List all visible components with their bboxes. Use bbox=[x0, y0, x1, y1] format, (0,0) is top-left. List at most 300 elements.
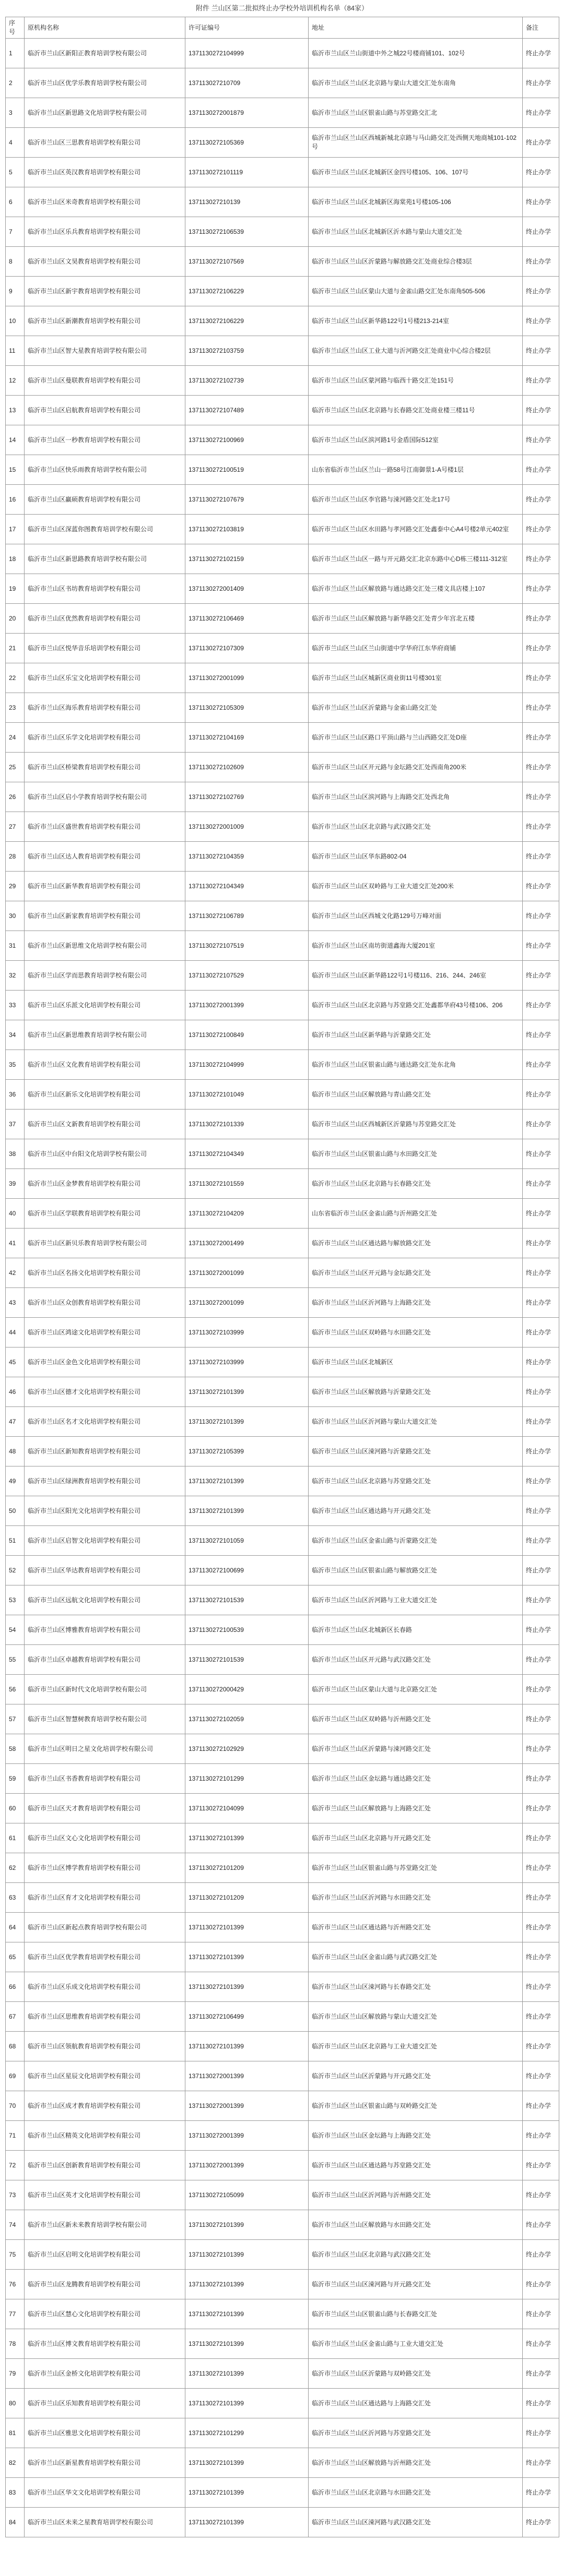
cell-address: 临沂市兰山区兰山区金雀山路与武汉路交汇处 bbox=[309, 1942, 523, 1972]
table-row bbox=[6, 1229, 559, 1258]
cell-address: 临沂市兰山区兰山区涑河路与开元路交汇处 bbox=[309, 2270, 523, 2299]
table-row bbox=[6, 2210, 559, 2240]
cell-note: 终止办学 bbox=[523, 2329, 559, 2359]
cell-name: 临沂市兰山区博雅教育培训学校有限公司 bbox=[25, 1615, 185, 1645]
cell-note: 终止办学 bbox=[523, 1496, 559, 1526]
cell-note: 终止办学 bbox=[523, 2240, 559, 2270]
cell-no: 13 bbox=[6, 396, 25, 425]
cell-permit: 1371130272101399 bbox=[185, 1377, 309, 1407]
cell-name: 临沂市兰山区达人教育培训学校有限公司 bbox=[25, 842, 185, 872]
table-row bbox=[6, 247, 559, 277]
cell-note: 终止办学 bbox=[523, 574, 559, 604]
table-row bbox=[6, 1199, 559, 1229]
cell-note: 终止办学 bbox=[523, 1675, 559, 1704]
cell-note: 终止办学 bbox=[523, 1645, 559, 1675]
cell-address: 临沂市兰山区兰山区沂河路与苏堂路交汇处 bbox=[309, 2418, 523, 2448]
table-row bbox=[6, 1913, 559, 1942]
cell-name: 临沂市兰山区乐学文化培训学校有限公司 bbox=[25, 723, 185, 753]
cell-note: 终止办学 bbox=[523, 1318, 559, 1347]
cell-address: 临沂市兰山区兰山区新华路与沂蒙路交汇处 bbox=[309, 1020, 523, 1050]
cell-no: 53 bbox=[6, 1585, 25, 1615]
cell-permit: 1371130272105099 bbox=[185, 2180, 309, 2210]
cell-note: 终止办学 bbox=[523, 1347, 559, 1377]
table-row bbox=[6, 425, 559, 455]
cell-permit: 1371130272107679 bbox=[185, 485, 309, 515]
cell-permit: 1371130272101399 bbox=[185, 2240, 309, 2270]
cell-note: 终止办学 bbox=[523, 396, 559, 425]
cell-note: 终止办学 bbox=[523, 98, 559, 128]
cell-no: 44 bbox=[6, 1318, 25, 1347]
cell-address: 临沂市兰山区兰山区南坊街道鑫海大厦201室 bbox=[309, 931, 523, 961]
cell-note: 终止办学 bbox=[523, 217, 559, 247]
cell-name: 临沂市兰山区慧心文化培训学校有限公司 bbox=[25, 2299, 185, 2329]
table-row bbox=[6, 1734, 559, 1764]
cell-name: 临沂市兰山区星辰文化培训学校有限公司 bbox=[25, 2061, 185, 2091]
cell-note: 终止办学 bbox=[523, 872, 559, 901]
cell-note: 终止办学 bbox=[523, 901, 559, 931]
cell-name: 临沂市兰山区乐兵教育培训学校有限公司 bbox=[25, 217, 185, 247]
cell-no: 26 bbox=[6, 782, 25, 812]
cell-no: 21 bbox=[6, 634, 25, 663]
cell-name: 临沂市兰山区新宇教育培训学校有限公司 bbox=[25, 277, 185, 306]
cell-note: 终止办学 bbox=[523, 544, 559, 574]
cell-address: 临沂市兰山区兰山区涑河路与武汉路交汇处 bbox=[309, 2508, 523, 2537]
cell-permit: 1371130272103759 bbox=[185, 336, 309, 366]
table-row bbox=[6, 574, 559, 604]
cell-address: 临沂市兰山区兰山区金坛路与上海路交汇处 bbox=[309, 2121, 523, 2151]
cell-name: 临沂市兰山区创新教育培训学校有限公司 bbox=[25, 2151, 185, 2180]
cell-no: 84 bbox=[6, 2508, 25, 2537]
cell-name: 临沂市兰山区明日之星文化培训学校有限公司 bbox=[25, 1734, 185, 1764]
cell-name: 临沂市兰山区新家教育培训学校有限公司 bbox=[25, 901, 185, 931]
cell-no: 65 bbox=[6, 1942, 25, 1972]
cell-name: 临沂市兰山区文心文化培训学校有限公司 bbox=[25, 1823, 185, 1853]
table-row bbox=[6, 2180, 559, 2210]
cell-permit: 1371130272100539 bbox=[185, 1615, 309, 1645]
cell-no: 6 bbox=[6, 187, 25, 217]
table-row bbox=[6, 1883, 559, 1913]
cell-permit: 1371130272101399 bbox=[185, 2210, 309, 2240]
cell-no: 40 bbox=[6, 1199, 25, 1229]
cell-note: 终止办学 bbox=[523, 961, 559, 991]
cell-no: 51 bbox=[6, 1526, 25, 1556]
cell-address: 临沂市兰山区兰山区金坛路与通达路交汇处 bbox=[309, 1764, 523, 1794]
cell-name: 临沂市兰山区博文教育培训学校有限公司 bbox=[25, 2329, 185, 2359]
cell-no: 57 bbox=[6, 1704, 25, 1734]
cell-permit: 1371130272101399 bbox=[185, 2508, 309, 2537]
cell-name: 临沂市兰山区名才文化培训学校有限公司 bbox=[25, 1407, 185, 1437]
cell-note: 终止办学 bbox=[523, 753, 559, 782]
cell-note: 终止办学 bbox=[523, 1615, 559, 1645]
cell-name: 临沂市兰山区阳光文化培训学校有限公司 bbox=[25, 1496, 185, 1526]
cell-name: 临沂市兰山区龙腾教育培训学校有限公司 bbox=[25, 2270, 185, 2299]
cell-name: 临沂市兰山区新思维教育培训学校有限公司 bbox=[25, 1020, 185, 1050]
cell-note: 终止办学 bbox=[523, 2180, 559, 2210]
cell-no: 19 bbox=[6, 574, 25, 604]
cell-permit: 1371130272101209 bbox=[185, 1853, 309, 1883]
cell-note: 终止办学 bbox=[523, 1794, 559, 1823]
table-row bbox=[6, 336, 559, 366]
cell-name: 临沂市兰山区德才文化培训学校有限公司 bbox=[25, 1377, 185, 1407]
cell-permit: 1371130272104099 bbox=[185, 1794, 309, 1823]
cell-note: 终止办学 bbox=[523, 1585, 559, 1615]
table-row bbox=[6, 1377, 559, 1407]
table-row bbox=[6, 931, 559, 961]
cell-no: 18 bbox=[6, 544, 25, 574]
cell-permit: 1371130272104999 bbox=[185, 1050, 309, 1080]
cell-no: 20 bbox=[6, 604, 25, 634]
cell-note: 终止办学 bbox=[523, 1377, 559, 1407]
cell-name: 临沂市兰山区新起点教育培训学校有限公司 bbox=[25, 1913, 185, 1942]
table-row bbox=[6, 396, 559, 425]
cell-name: 临沂市兰山区盛世教育培训学校有限公司 bbox=[25, 812, 185, 842]
cell-permit: 1371130272107519 bbox=[185, 931, 309, 961]
cell-permit: 1371130272001499 bbox=[185, 1229, 309, 1258]
cell-note: 终止办学 bbox=[523, 1020, 559, 1050]
cell-no: 14 bbox=[6, 425, 25, 455]
cell-no: 45 bbox=[6, 1347, 25, 1377]
cell-no: 71 bbox=[6, 2121, 25, 2151]
cell-address: 临沂市兰山区兰山区银雀山路与解放路交汇处 bbox=[309, 1556, 523, 1585]
cell-permit: 1371130272101399 bbox=[185, 2270, 309, 2299]
cell-note: 终止办学 bbox=[523, 277, 559, 306]
cell-no: 78 bbox=[6, 2329, 25, 2359]
cell-note: 终止办学 bbox=[523, 634, 559, 663]
cell-name: 临沂市兰山区金梦教育培训学校有限公司 bbox=[25, 1169, 185, 1199]
cell-note: 终止办学 bbox=[523, 1437, 559, 1466]
cell-no: 37 bbox=[6, 1110, 25, 1139]
cell-no: 47 bbox=[6, 1407, 25, 1437]
cell-permit: 1371130272001399 bbox=[185, 2061, 309, 2091]
cell-permit: 1371130272107529 bbox=[185, 961, 309, 991]
cell-note: 终止办学 bbox=[523, 2359, 559, 2389]
cell-no: 56 bbox=[6, 1675, 25, 1704]
cell-note: 终止办学 bbox=[523, 1853, 559, 1883]
cell-address: 临沂市兰山区兰山区沂河路与水田路交汇处 bbox=[309, 1883, 523, 1913]
cell-note: 终止办学 bbox=[523, 1110, 559, 1139]
cell-no: 30 bbox=[6, 901, 25, 931]
cell-no: 83 bbox=[6, 2478, 25, 2508]
cell-permit: 1371130272105309 bbox=[185, 693, 309, 723]
table-row bbox=[6, 158, 559, 187]
cell-address: 临沂市兰山区兰山区北京路与蒙山大道交汇处东南角 bbox=[309, 68, 523, 98]
cell-no: 46 bbox=[6, 1377, 25, 1407]
cell-note: 终止办学 bbox=[523, 515, 559, 544]
cell-address: 临沂市兰山区兰山区双岭路与沂州路交汇处 bbox=[309, 1704, 523, 1734]
cell-note: 终止办学 bbox=[523, 1258, 559, 1288]
cell-no: 28 bbox=[6, 842, 25, 872]
cell-no: 55 bbox=[6, 1645, 25, 1675]
cell-name: 临沂市兰山区优学乐教育培训学校有限公司 bbox=[25, 68, 185, 98]
cell-name: 临沂市兰山区深蓝你图教育培训学校有限公司 bbox=[25, 515, 185, 544]
cell-name: 临沂市兰山区文昊教育培训学校有限公司 bbox=[25, 247, 185, 277]
cell-name: 临沂市兰山区天才教育培训学校有限公司 bbox=[25, 1794, 185, 1823]
cell-no: 66 bbox=[6, 1972, 25, 2002]
table-row bbox=[6, 277, 559, 306]
cell-permit: 1371130272101399 bbox=[185, 2389, 309, 2418]
table-row bbox=[6, 634, 559, 663]
table-row bbox=[6, 1407, 559, 1437]
cell-permit: 1371130272104999 bbox=[185, 39, 309, 68]
cell-permit: 1371130272100519 bbox=[185, 455, 309, 485]
cell-note: 终止办学 bbox=[523, 931, 559, 961]
cell-address: 临沂市兰山区兰山区北京路与苏堂路交汇处 bbox=[309, 1466, 523, 1496]
cell-name: 临沂市兰山区华达教育培训学校有限公司 bbox=[25, 1556, 185, 1585]
cell-permit: 1371130272104349 bbox=[185, 1139, 309, 1169]
cell-address: 临沂市兰山区兰山区沂河路与蒙山大道交汇处 bbox=[309, 1407, 523, 1437]
cell-no: 35 bbox=[6, 1050, 25, 1080]
cell-permit: 1371130272107569 bbox=[185, 247, 309, 277]
cell-name: 临沂市兰山区新贝乐教育培训学校有限公司 bbox=[25, 1229, 185, 1258]
cell-address: 临沂市兰山区兰山区通达路与沂州路交汇处 bbox=[309, 1913, 523, 1942]
cell-no: 82 bbox=[6, 2448, 25, 2478]
cell-name: 临沂市兰山区新潮教育培训学校有限公司 bbox=[25, 306, 185, 336]
cell-no: 7 bbox=[6, 217, 25, 247]
table-row bbox=[6, 2329, 559, 2359]
cell-no: 64 bbox=[6, 1913, 25, 1942]
cell-name: 临沂市兰山区名扬文化培训学校有限公司 bbox=[25, 1258, 185, 1288]
cell-name: 临沂市兰山区新知教育培训学校有限公司 bbox=[25, 1437, 185, 1466]
cell-no: 36 bbox=[6, 1080, 25, 1110]
cell-note: 终止办学 bbox=[523, 693, 559, 723]
cell-note: 终止办学 bbox=[523, 2270, 559, 2299]
table-body bbox=[6, 39, 559, 2537]
cell-permit: 137113027210139 bbox=[185, 187, 309, 217]
cell-address: 临沂市兰山区兰山区开元路与武汉路交汇处 bbox=[309, 1645, 523, 1675]
cell-no: 38 bbox=[6, 1139, 25, 1169]
cell-name: 临沂市兰山区启明文化培训学校有限公司 bbox=[25, 2240, 185, 2270]
cell-permit: 1371130272101399 bbox=[185, 1466, 309, 1496]
cell-no: 29 bbox=[6, 872, 25, 901]
cell-address: 临沂市兰山区兰山区新华路122号1号楼213-214室 bbox=[309, 306, 523, 336]
cell-permit: 1371130272106789 bbox=[185, 901, 309, 931]
cell-note: 终止办学 bbox=[523, 2121, 559, 2151]
cell-permit: 1371130272101399 bbox=[185, 2299, 309, 2329]
table-row bbox=[6, 991, 559, 1020]
cell-note: 终止办学 bbox=[523, 68, 559, 98]
cell-address: 临沂市兰山区兰山区沂蒙路与涑河路交汇处 bbox=[309, 1734, 523, 1764]
cell-permit: 1371130272101399 bbox=[185, 1407, 309, 1437]
document-title: 附件 兰山区第二批拟终止办学校外培训机构名单（84家） bbox=[195, 4, 369, 12]
cell-no: 33 bbox=[6, 991, 25, 1020]
cell-address: 临沂市兰山区兰山区北京路与苏堂路交汇处鑫都华府43号楼106、206 bbox=[309, 991, 523, 1020]
cell-no: 70 bbox=[6, 2091, 25, 2121]
cell-no: 58 bbox=[6, 1734, 25, 1764]
cell-permit: 1371130272001399 bbox=[185, 991, 309, 1020]
cell-address: 临沂市兰山区兰山区沂蒙路与开元路交汇处 bbox=[309, 2061, 523, 2091]
cell-permit: 1371130272107489 bbox=[185, 396, 309, 425]
cell-no: 52 bbox=[6, 1556, 25, 1585]
cell-no: 69 bbox=[6, 2061, 25, 2091]
header-permit: 许可证编号 bbox=[185, 17, 309, 39]
cell-address: 临沂市兰山区兰山区解放路与新华路交汇处青少年宫北五楼 bbox=[309, 604, 523, 634]
cell-address: 临沂市兰山区兰山街道中外之城22号楼商铺101、102号 bbox=[309, 39, 523, 68]
table-row bbox=[6, 2389, 559, 2418]
cell-permit: 1371130272106469 bbox=[185, 604, 309, 634]
cell-note: 终止办学 bbox=[523, 2418, 559, 2448]
cell-name: 临沂市兰山区绿洲教育培训学校有限公司 bbox=[25, 1466, 185, 1496]
cell-name: 临沂市兰山区书坊教育培训学校有限公司 bbox=[25, 574, 185, 604]
cell-note: 终止办学 bbox=[523, 2210, 559, 2240]
cell-name: 临沂市兰山区一秒教育培训学校有限公司 bbox=[25, 425, 185, 455]
cell-note: 终止办学 bbox=[523, 842, 559, 872]
table-row bbox=[6, 1942, 559, 1972]
cell-note: 终止办学 bbox=[523, 1704, 559, 1734]
cell-name: 临沂市兰山区桥梁教育培训学校有限公司 bbox=[25, 753, 185, 782]
cell-name: 临沂市兰山区新时代文化培训学校有限公司 bbox=[25, 1675, 185, 1704]
table-row bbox=[6, 2478, 559, 2508]
cell-permit: 1371130272001399 bbox=[185, 2151, 309, 2180]
cell-no: 31 bbox=[6, 931, 25, 961]
cell-address: 临沂市兰山区兰山区银雀山路与通达路交汇处东北角 bbox=[309, 1050, 523, 1080]
cell-permit: 1371130272104209 bbox=[185, 1199, 309, 1229]
cell-note: 终止办学 bbox=[523, 1407, 559, 1437]
cell-no: 76 bbox=[6, 2270, 25, 2299]
cell-name: 临沂市兰山区乐宝文化培训学校有限公司 bbox=[25, 663, 185, 693]
cell-address: 临沂市兰山区兰山区通达路与上海路交汇处 bbox=[309, 2389, 523, 2418]
cell-address: 临沂市兰山区兰山区北京路与武汉路交汇处 bbox=[309, 2240, 523, 2270]
cell-address: 临沂市兰山区兰山区北城新区沂水路与蒙山大道交汇处 bbox=[309, 217, 523, 247]
cell-address: 临沂市兰山区兰山区新华路122号1号楼116、216、244、246室 bbox=[309, 961, 523, 991]
cell-permit: 1371130272100849 bbox=[185, 1020, 309, 1050]
table-row bbox=[6, 1675, 559, 1704]
cell-address: 临沂市兰山区兰山区沂蒙路与双岭路交汇处 bbox=[309, 2359, 523, 2389]
cell-permit: 1371130272104169 bbox=[185, 723, 309, 753]
table-row bbox=[6, 1288, 559, 1318]
cell-name: 临沂市兰山区博学教育培训学校有限公司 bbox=[25, 1853, 185, 1883]
cell-note: 终止办学 bbox=[523, 782, 559, 812]
table-row bbox=[6, 1556, 559, 1585]
cell-name: 临沂市兰山区远航文化培训学校有限公司 bbox=[25, 1585, 185, 1615]
table-row bbox=[6, 2032, 559, 2061]
cell-permit: 1371130272101059 bbox=[185, 1526, 309, 1556]
table-row bbox=[6, 1972, 559, 2002]
cell-name: 临沂市兰山区学而思教育培训学校有限公司 bbox=[25, 961, 185, 991]
cell-name: 临沂市兰山区新华教育培训学校有限公司 bbox=[25, 872, 185, 901]
cell-name: 临沂市兰山区领航教育培训学校有限公司 bbox=[25, 2032, 185, 2061]
table-row bbox=[6, 753, 559, 782]
cell-permit: 1371130272101399 bbox=[185, 1496, 309, 1526]
cell-name: 临沂市兰山区华文文化培训学校有限公司 bbox=[25, 2478, 185, 2508]
table-row bbox=[6, 1318, 559, 1347]
cell-address: 临沂市兰山区兰山区开元路与金坛路交汇处西南角200米 bbox=[309, 753, 523, 782]
cell-note: 终止办学 bbox=[523, 1169, 559, 1199]
cell-name: 临沂市兰山区赢硕教育培训学校有限公司 bbox=[25, 485, 185, 515]
table-row bbox=[6, 812, 559, 842]
cell-address: 临沂市兰山区兰山区北城新区海棠苑1号楼105-106 bbox=[309, 187, 523, 217]
cell-permit: 1371130272104349 bbox=[185, 872, 309, 901]
cell-permit: 1371130272106499 bbox=[185, 2002, 309, 2032]
table-row bbox=[6, 2448, 559, 2478]
table-row bbox=[6, 1050, 559, 1080]
cell-note: 终止办学 bbox=[523, 1734, 559, 1764]
table-row bbox=[6, 842, 559, 872]
cell-address: 临沂市兰山区兰山区城新区商业街11号楼301室 bbox=[309, 663, 523, 693]
cell-address: 临沂市兰山区兰山区通达路与开元路交汇处 bbox=[309, 1496, 523, 1526]
cell-note: 终止办学 bbox=[523, 1466, 559, 1496]
cell-note: 终止办学 bbox=[523, 2448, 559, 2478]
cell-permit: 1371130272101299 bbox=[185, 1764, 309, 1794]
cell-note: 终止办学 bbox=[523, 723, 559, 753]
cell-permit: 1371130272102739 bbox=[185, 366, 309, 396]
cell-name: 临沂市兰山区米奇教育培训学校有限公司 bbox=[25, 187, 185, 217]
cell-no: 73 bbox=[6, 2180, 25, 2210]
cell-no: 43 bbox=[6, 1288, 25, 1318]
cell-no: 80 bbox=[6, 2389, 25, 2418]
cell-no: 79 bbox=[6, 2359, 25, 2389]
cell-no: 23 bbox=[6, 693, 25, 723]
table-row bbox=[6, 604, 559, 634]
cell-no: 8 bbox=[6, 247, 25, 277]
cell-note: 终止办学 bbox=[523, 1288, 559, 1318]
cell-name: 临沂市兰山区未来之星教育培训学校有限公司 bbox=[25, 2508, 185, 2537]
cell-address: 山东省临沂市兰山区兰山一路58号江南御景1-A号楼1层 bbox=[309, 455, 523, 485]
cell-no: 5 bbox=[6, 158, 25, 187]
cell-note: 终止办学 bbox=[523, 2061, 559, 2091]
cell-permit: 1371130272105369 bbox=[185, 128, 309, 158]
table-row bbox=[6, 68, 559, 98]
cell-name: 临沂市兰山区乐派文化培训学校有限公司 bbox=[25, 991, 185, 1020]
cell-note: 终止办学 bbox=[523, 2091, 559, 2121]
table-row bbox=[6, 1020, 559, 1050]
cell-name: 临沂市兰山区乐知教育培训学校有限公司 bbox=[25, 2389, 185, 2418]
cell-address: 临沂市兰山区兰山区银雀山路与苏堂路交汇北 bbox=[309, 98, 523, 128]
table-row bbox=[6, 2121, 559, 2151]
cell-permit: 1371130272001399 bbox=[185, 2091, 309, 2121]
cell-permit: 1371130272101399 bbox=[185, 2359, 309, 2389]
cell-name: 临沂市兰山区精英文化培训学校有限公司 bbox=[25, 2121, 185, 2151]
cell-address: 临沂市兰山区兰山区北京路与武汉路交汇处 bbox=[309, 812, 523, 842]
table-row bbox=[6, 98, 559, 128]
cell-permit: 1371130272101209 bbox=[185, 1883, 309, 1913]
cell-permit: 1371130272101299 bbox=[185, 2418, 309, 2448]
cell-address: 临沂市兰山区兰山区李官路与涑河路交汇处北17号 bbox=[309, 485, 523, 515]
table-row bbox=[6, 782, 559, 812]
cell-note: 终止办学 bbox=[523, 1883, 559, 1913]
cell-permit: 1371130272101539 bbox=[185, 1585, 309, 1615]
table-row bbox=[6, 2061, 559, 2091]
cell-address: 临沂市兰山区兰山区解放路与蒙山大道交汇处 bbox=[309, 2002, 523, 2032]
cell-address: 临沂市兰山区兰山区蒙山大道与金雀山路交汇处东南角505-506 bbox=[309, 277, 523, 306]
cell-name: 临沂市兰山区悦华音乐培训学校有限公司 bbox=[25, 634, 185, 663]
cell-name: 临沂市兰山区鸿途文化培训学校有限公司 bbox=[25, 1318, 185, 1347]
cell-permit: 1371130272001099 bbox=[185, 663, 309, 693]
table-row bbox=[6, 1496, 559, 1526]
table-row bbox=[6, 1437, 559, 1466]
cell-permit: 1371130272101399 bbox=[185, 2329, 309, 2359]
cell-note: 终止办学 bbox=[523, 1050, 559, 1080]
cell-permit: 1371130272103999 bbox=[185, 1318, 309, 1347]
cell-name: 临沂市兰山区乐成文化培训学校有限公司 bbox=[25, 1972, 185, 2002]
cell-name: 临沂市兰山区智大星教育培训学校有限公司 bbox=[25, 336, 185, 366]
cell-permit: 1371130272102769 bbox=[185, 782, 309, 812]
cell-address: 临沂市兰山区兰山区兰山街道中学华府江东华府商铺 bbox=[309, 634, 523, 663]
cell-permit: 1371130272101399 bbox=[185, 2448, 309, 2478]
cell-no: 68 bbox=[6, 2032, 25, 2061]
cell-address: 临沂市兰山区兰山区开元路与金坛路交汇处 bbox=[309, 1258, 523, 1288]
cell-name: 临沂市兰山区雅思文化培训学校有限公司 bbox=[25, 2418, 185, 2448]
cell-permit: 1371130272001399 bbox=[185, 2121, 309, 2151]
cell-address: 临沂市兰山区兰山区滨河路与上海路交汇处西北角 bbox=[309, 782, 523, 812]
cell-address: 临沂市兰山区兰山区水田路与孝河路交汇处鑫泰中心A4号楼2单元402室 bbox=[309, 515, 523, 544]
table-row bbox=[6, 723, 559, 753]
cell-note: 终止办学 bbox=[523, 812, 559, 842]
cell-permit: 1371130272106539 bbox=[185, 217, 309, 247]
cell-name: 临沂市兰山区优然教育培训学校有限公司 bbox=[25, 604, 185, 634]
cell-address: 临沂市兰山区兰山区金雀山路与工业大道交汇处 bbox=[309, 2329, 523, 2359]
cell-address: 临沂市兰山区兰山区通达路与苏堂路交汇处 bbox=[309, 2151, 523, 2180]
header-address: 地址 bbox=[309, 17, 523, 39]
